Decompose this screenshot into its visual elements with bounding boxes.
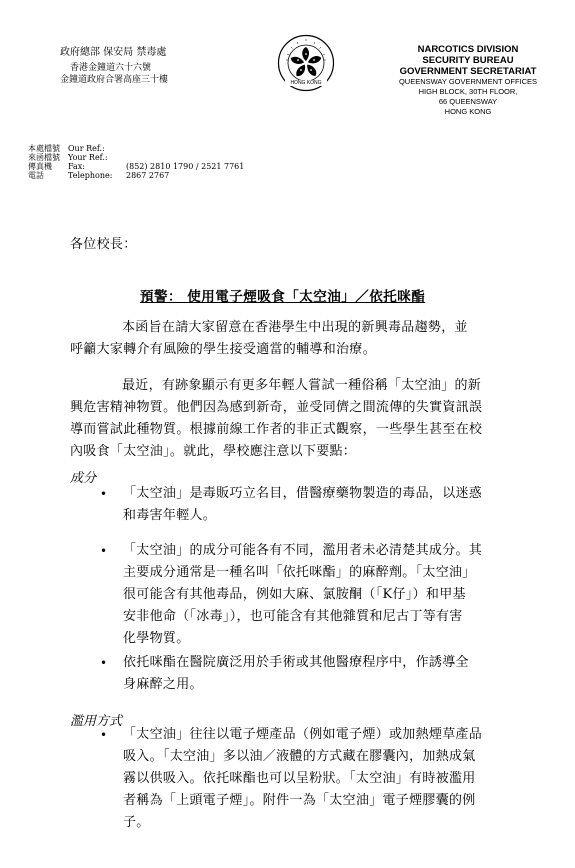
letter-title: 預警： 使用電子煙吸食「太空油」／依托咪酯 [140, 289, 426, 305]
reference-row [28, 171, 328, 180]
en-address-line-1: QUEENSWAY GOVERNMENT OFFICES [398, 77, 538, 86]
salutation: 各位校長： [70, 237, 137, 252]
cn-address-line-2: 金鐘道政府合署高座三十樓 [60, 75, 169, 85]
cn-address-line-1: 香港金鐘道六十六號 [70, 63, 152, 73]
bullet-dot-icon: • [100, 728, 108, 742]
paragraph-line: 呼籲大家轉介有風險的學生接受適當的輔導和治療。 [70, 342, 376, 357]
bullet-line: 主要成分通常是一種名叫「依托咪酯」的麻醉劑。「太空油」 [123, 565, 476, 580]
paragraph-intro [70, 317, 540, 361]
reference-label-en: Our Ref.: [68, 144, 105, 153]
en-address-line-2: HIGH BLOCK, 30TH FLOOR, [418, 87, 518, 96]
en-address-line-4: HONG KONG [444, 107, 492, 116]
bullet-line: 和毒害年輕人。 [123, 508, 217, 523]
en-address-line-3: 66 QUEENSWAY [438, 97, 498, 106]
bullet-line: 身麻醉之用。 [123, 677, 203, 692]
bullet-line: 「太空油」是毒販巧立名目，借醫療藥物製造的毒品，以迷惑 [123, 486, 483, 501]
paragraph-line: 興危害精神物質。他們因為感到新奇，並受同儕之間流傳的失實資訊誤 [70, 400, 483, 415]
reference-block [28, 144, 328, 180]
bullet-line: 依托咪酯在醫院廣泛用於手術或其他醫療程序中，作誘導全 [123, 655, 469, 670]
bullet-line: 者稱為「上頭電子煙」。附件一為「太空油」電子煙膠囊的例 [123, 793, 476, 808]
cn-department-name: 政府總部 保安局 禁毒處 [60, 47, 167, 58]
hong-kong-emblem [277, 34, 335, 92]
reference-label-cn: 本處檔號 [28, 144, 60, 153]
reference-label-en: Fax: [68, 162, 85, 171]
reference-label-en: Telephone: [68, 171, 113, 180]
emblem-caption: HONG KONG [285, 80, 327, 86]
reference-value: 2867 2767 [126, 171, 170, 180]
bullet-item [100, 483, 540, 527]
bullet-line: 「太空油」的成分可能各有不同，濫用者未必清楚其成分。其 [123, 543, 483, 558]
bullet-line: 安非他命（「冰毒」），也可能含有其他雜質和尼古丁等有害 [123, 609, 463, 624]
bullet-line: 吸入。「太空油」多以油／液體的方式藏在膠囊內，加熱成氣 [123, 749, 476, 764]
paragraph-line: 導而嘗試此種物質。根據前線工作者的非正式觀察，一些學生甚至在校 [70, 422, 483, 437]
en-department-block [388, 44, 548, 117]
section-heading-composition: 成分 [70, 471, 97, 486]
bullet-line: 霧以供吸入。依托咪酯也可以呈粉狀。「太空油」有時被濫用 [123, 771, 476, 786]
reference-row [28, 144, 328, 153]
reference-label-cn: 來函檔號 [28, 153, 60, 162]
bullet-line: 子。 [123, 815, 150, 830]
en-division-name: NARCOTICS DIVISION [417, 44, 519, 55]
bullet-item [100, 540, 540, 650]
paragraph-background [70, 375, 540, 463]
bullet-dot-icon: • [100, 544, 108, 558]
reference-row [28, 162, 328, 171]
bullet-line: 很可能含有其他毒品，例如大麻、氯胺酮（「K仔」）和甲基 [123, 587, 466, 602]
paragraph-line: 最近，有跡象顯示有更多年輕人嘗試一種俗稱「太空油」的新 [122, 378, 482, 393]
bullet-item [100, 652, 540, 696]
bullet-line: 化學物質。 [123, 631, 190, 646]
bullet-item [100, 724, 540, 834]
cn-department-block [60, 46, 200, 86]
bullet-dot-icon: • [100, 656, 108, 670]
reference-label-en: Your Ref.: [68, 153, 108, 162]
reference-label-cn: 傳真機 [28, 162, 52, 171]
paragraph-line: 本函旨在請大家留意在香港學生中出現的新興毒品趨勢，並 [122, 320, 468, 335]
en-secretariat-name: GOVERNMENT SECRETARIAT [399, 66, 537, 77]
bullet-dot-icon: • [100, 487, 108, 501]
paragraph-line: 內吸食「太空油」。就此，學校應注意以下要點： [70, 444, 357, 459]
bullet-line: 「太空油」往往以電子煙產品（例如電子煙）或加熱煙草產品 [123, 727, 483, 742]
reference-value: (852) 2810 1790 / 2521 7761 [126, 162, 245, 171]
reference-row [28, 153, 328, 162]
reference-label-cn: 電話 [28, 171, 44, 180]
section-heading-abuse-methods: 濫用方式 [70, 714, 123, 729]
en-bureau-name: SECURITY BUREAU [422, 55, 514, 66]
